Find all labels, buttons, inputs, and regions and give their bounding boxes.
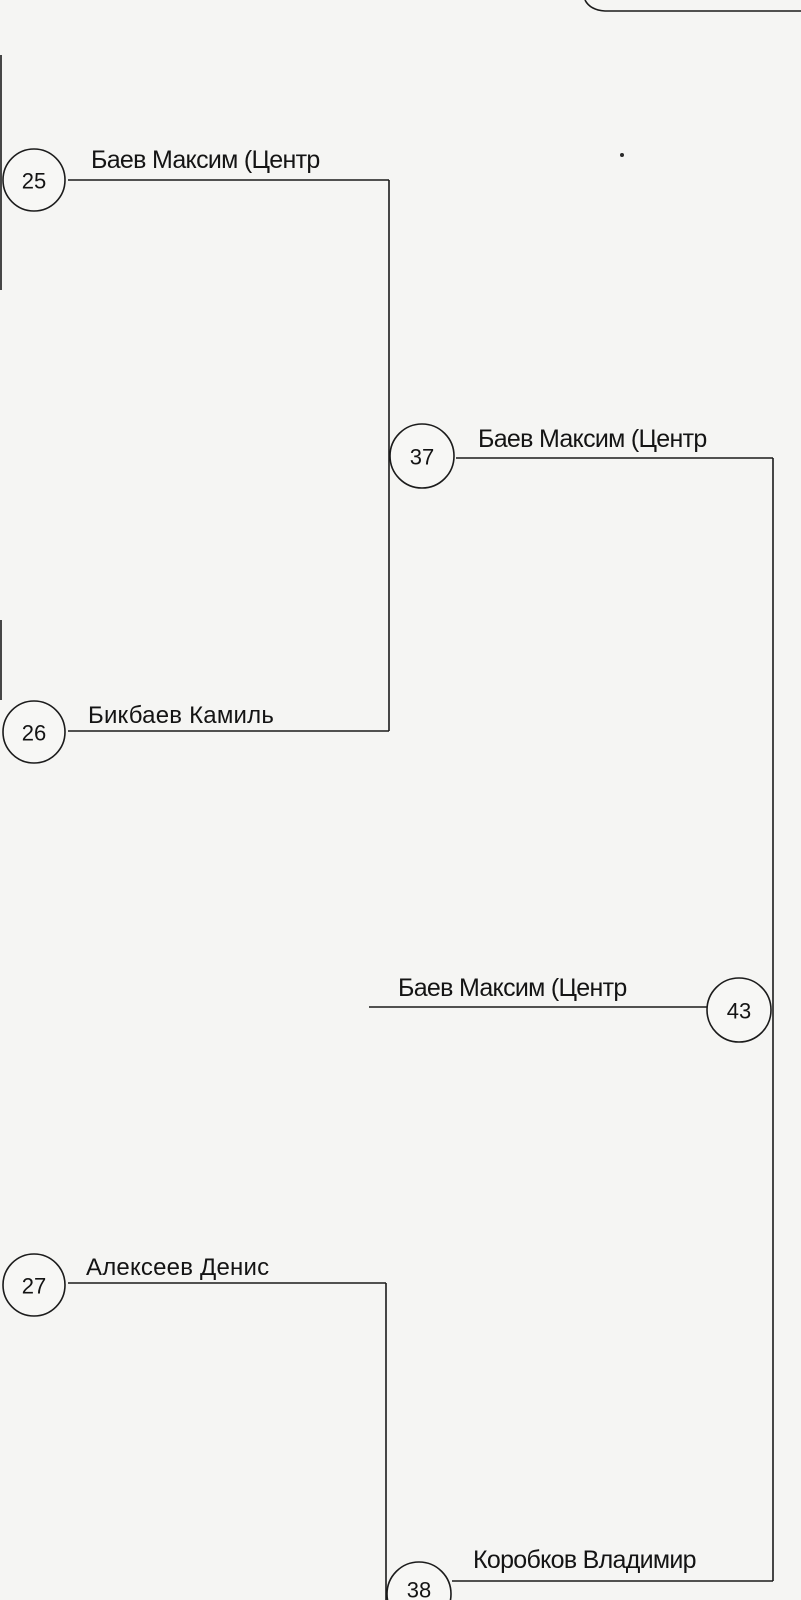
player-43-name: Баев Максим (Центр — [398, 974, 627, 1002]
paper-speck — [620, 153, 624, 157]
top-box-fragment — [585, 0, 801, 11]
player-26-name: Бикбаев Камиль — [88, 702, 275, 729]
number-26: 26 — [21, 720, 47, 746]
number-37: 37 — [409, 444, 435, 470]
player-25-name: Баев Максим (Центр — [91, 146, 320, 174]
player-38-name: Коробков Владимир — [473, 1546, 696, 1574]
player-27-name: Алексеев Денис — [86, 1254, 270, 1281]
number-38: 38 — [406, 1577, 432, 1600]
player-37-name: Баев Максим (Центр — [478, 425, 707, 453]
number-43: 43 — [726, 998, 752, 1024]
number-27: 27 — [21, 1273, 47, 1299]
number-25: 25 — [21, 168, 47, 194]
